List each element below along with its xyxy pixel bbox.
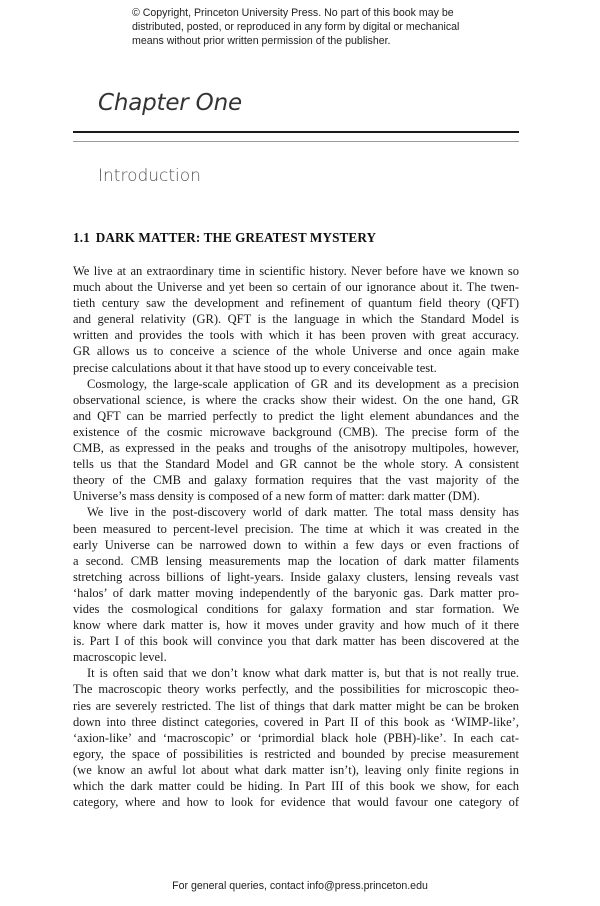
chapter-rule-thick — [73, 131, 519, 133]
body-line: Cosmology, the large-scale application of GR and its development as a precision — [87, 376, 519, 391]
body-line: ‘halos’ of dark matter moving independently of the baryonic gas. Dark matter pro- — [73, 585, 519, 600]
body-line: tieth century saw the development and refinement of quantum field theory (QFT) — [73, 296, 519, 311]
body-line: early Universe can be narrowed down to within a few days or even fractions of — [73, 537, 519, 552]
body-line: precise calculations about it that have stood up to every conceivable test. — [73, 360, 437, 375]
body-line: We live in the post-discovery world of dark matter. The total mass density has — [87, 505, 519, 520]
body-line: observational science, is where the cracks show their widest. On the one hand, GR — [73, 392, 519, 407]
body-line: know where dark matter is, how it moves under gravity and how much of it there — [73, 618, 519, 633]
body-line: much about the Universe and yet been so certain of our ignorance about it. The twen- — [73, 280, 519, 295]
body-line: been measured to percent-level precision. The time at which it was created in the — [73, 521, 519, 536]
body-line: It is often said that we don’t know what dark matter is, but that is not really true. — [87, 666, 519, 681]
body-line: existence of the cosmic microwave background (CMB). The precise form of the — [73, 424, 519, 439]
body-line: ries are severely restricted. The list of things that dark matter might be can be broken — [73, 698, 519, 713]
body-line: which the dark matter could be hiding. In Part III of this book we show, for each — [73, 779, 519, 793]
body-line: and general relativity (GR). QFT is the language in which the Standard Model is — [73, 312, 519, 327]
body-line: CMB, as expressed in the peaks and troughs of the anisotropy multipoles, however, — [73, 441, 519, 456]
copyright-line: distributed, posted, or reproduced in any form by digital or mechanical — [132, 21, 460, 33]
body-line: (we know an awful lot about what dark matter isn’t), leaving only finite regions in — [73, 762, 519, 777]
body-line: We live at an extraordinary time in scientific history. Never before have we known so — [73, 264, 519, 278]
section-number: 1.1 — [73, 230, 90, 245]
copyright-line: means without prior written permission of the publisher. — [132, 35, 391, 47]
body-line: tells us that the Standard Model and GR cannot be the whole story. A consistent — [73, 457, 519, 472]
body-line: macroscopic level. — [73, 650, 167, 665]
chapter-subtitle: Introduction — [98, 166, 201, 186]
body-line: a second. CMB lensing measurements map the location of dark matter filaments — [73, 553, 519, 568]
body-line: ‘axion-like’ and ‘macroscopic’ or ‘primordial black hole (PBH)-like’. In each cat- — [73, 730, 519, 745]
chapter-rule-thin — [73, 141, 519, 142]
body-line: stretching across billions of light-years. Inside galaxy clusters, lensing reveals vast — [73, 569, 519, 584]
body-line: category, where and how to look for evidence that would favour one category of — [73, 795, 519, 810]
body-text — [73, 263, 519, 810]
section-title: DARK MATTER: THE GREATEST MYSTERY — [95, 230, 377, 245]
body-line: vides the cosmological conditions for galaxy formation and star formation. We — [73, 601, 519, 616]
body-line: is. Part I of this book will convince you that dark matter has been discovered at the — [73, 634, 519, 649]
body-line: GR allows us to conceive a science of the whole Universe and once again make — [73, 344, 519, 359]
copyright-line: © Copyright, Princeton University Press. No part of this book may be — [132, 7, 454, 19]
body-line: theory of the CMB and galaxy formation requires that the vast majority of the — [73, 473, 519, 488]
body-line: Universe’s mass density is composed of a new form of matter: dark matter (DM). — [73, 489, 480, 504]
section-heading — [73, 230, 382, 246]
body-line: The macroscopic theory works perfectly, and the possibilities for microscopic theo- — [73, 682, 519, 697]
body-line: written and provides the tools with which it has been proven with great accuracy. — [73, 328, 519, 343]
footer-contact: For general queries, contact info@press.princeton.edu — [172, 880, 428, 892]
body-line: down into three distinct categories, covered in Part II of this book as ‘WIMP-like’, — [73, 714, 519, 729]
body-line: egory, the space of possibilities is restricted and bounded by precise measurement — [73, 746, 519, 761]
copyright-notice — [132, 6, 512, 48]
chapter-title: Chapter One — [98, 90, 242, 116]
body-line: and QFT can be married perfectly to predict the light element abundances and the — [73, 408, 519, 423]
